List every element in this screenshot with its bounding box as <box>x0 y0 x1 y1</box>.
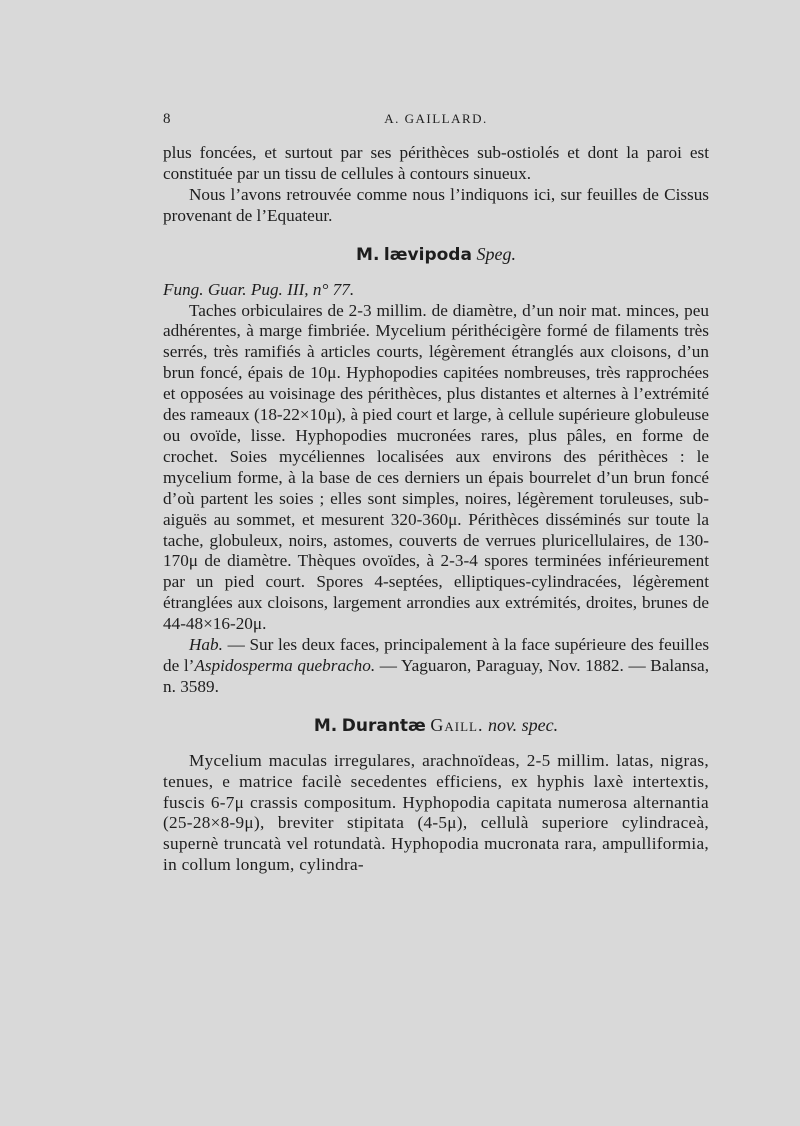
literature-reference: Fung. Guar. Pug. III, n° 77. <box>163 279 355 299</box>
species-heading-laevipoda <box>163 243 709 266</box>
genus-abbrev: M. <box>356 244 380 265</box>
habitat-label: Hab. <box>189 635 223 655</box>
novelty-note: nov. spec. <box>487 714 559 735</box>
habitat-paragraph <box>163 635 709 698</box>
species-heading-durantae <box>163 714 709 737</box>
page-header <box>163 111 709 133</box>
running-head: A. GAILLARD. <box>384 111 488 126</box>
latin-description: Mycelium maculas irregulares, arachnoïdeas, 2-5 millim. latas, nigras, tenues, e matrice facilè secedentes efficiens, ex hyphis laxè intertextis, fuscis 6-7μ crassis compositum. Hyphopodia capitata numerosa alternantia (25-28×8-9μ), breviter stipitata (4-5μ), cellulà superiore cylindraceà, supernè truncatà vel rotundatà. Hyphopodia mucronata rara, ampulliformia, in collum longum, cylindra- <box>163 750 709 875</box>
habitat-locality: — Yaguaron, Paraguay, Nov. 1882. — Balansa, n. 3589. <box>163 655 709 696</box>
species-authority: Gaill. <box>430 714 484 735</box>
paragraph-provenance: Nous l’avons retrouvée comme nous l’indiquons ici, sur feuilles de Cissus provenant de l’Equateur. <box>163 184 709 225</box>
paragraph-continuation: plus foncées, et surtout par ses périthèces sub-ostiolés et dont la paroi est constituée par un tissu de cellules à contours sinueux. <box>163 143 709 183</box>
species-epithet: lævipoda <box>383 244 472 265</box>
species-authority: Speg. <box>476 243 516 264</box>
species-epithet: Durantæ <box>341 715 426 736</box>
species-description: Taches orbiculaires de 2-3 millim. de diamètre, d’un noir mat. minces, peu adhérentes, à marge fimbriée. Mycelium périthécigère formé de filaments très serrés, très ramifiés à articles courts, légèrement étranglés aux cloisons, d’un brun foncé, épais de 10μ. Hyphopodies capitées nombreuses, très rapprochées et opposées au voisinage des périthèces, plus distantes et alternes à l’extrémité des rameaux (18-22×10μ), à pied court et large, à cellule supérieure globuleuse ou ovoïde, lisse. Hyphopodies mucronées rares, plus pâles, en forme de crochet. Soies mycéliennes localisées aux environs des périthèces : le mycelium forme, à la base de ces derniers un épais bourrelet d’un brun foncé d’où partent les soies ; elles sont simples, noires, légèrement toruleuses, sub-aiguës au sommet, et mesurent 320-360μ. Périthèces disséminés sur toute la tache, globuleux, noirs, astomes, couverts de verrues pluricellulaires, de 130-170μ de diamètre. Thèques ovoïdes, à 2-3-4 spores terminées inférieurement par un pied court. Spores 4-septées, elliptiques-cylindracées, légèrement étranglées aux cloisons, largement arrondies aux extrémités, droites, brunes de 44-48×16-20μ. <box>163 300 709 634</box>
host-plant-name: Aspidosperma quebracho. <box>194 655 376 675</box>
habitat-text: — Sur les deux faces, principalement à la face supérieure des feuilles de l’ <box>163 635 710 675</box>
text-body <box>163 143 709 876</box>
page-number: 8 <box>163 111 171 127</box>
genus-abbrev: M. <box>313 715 338 736</box>
